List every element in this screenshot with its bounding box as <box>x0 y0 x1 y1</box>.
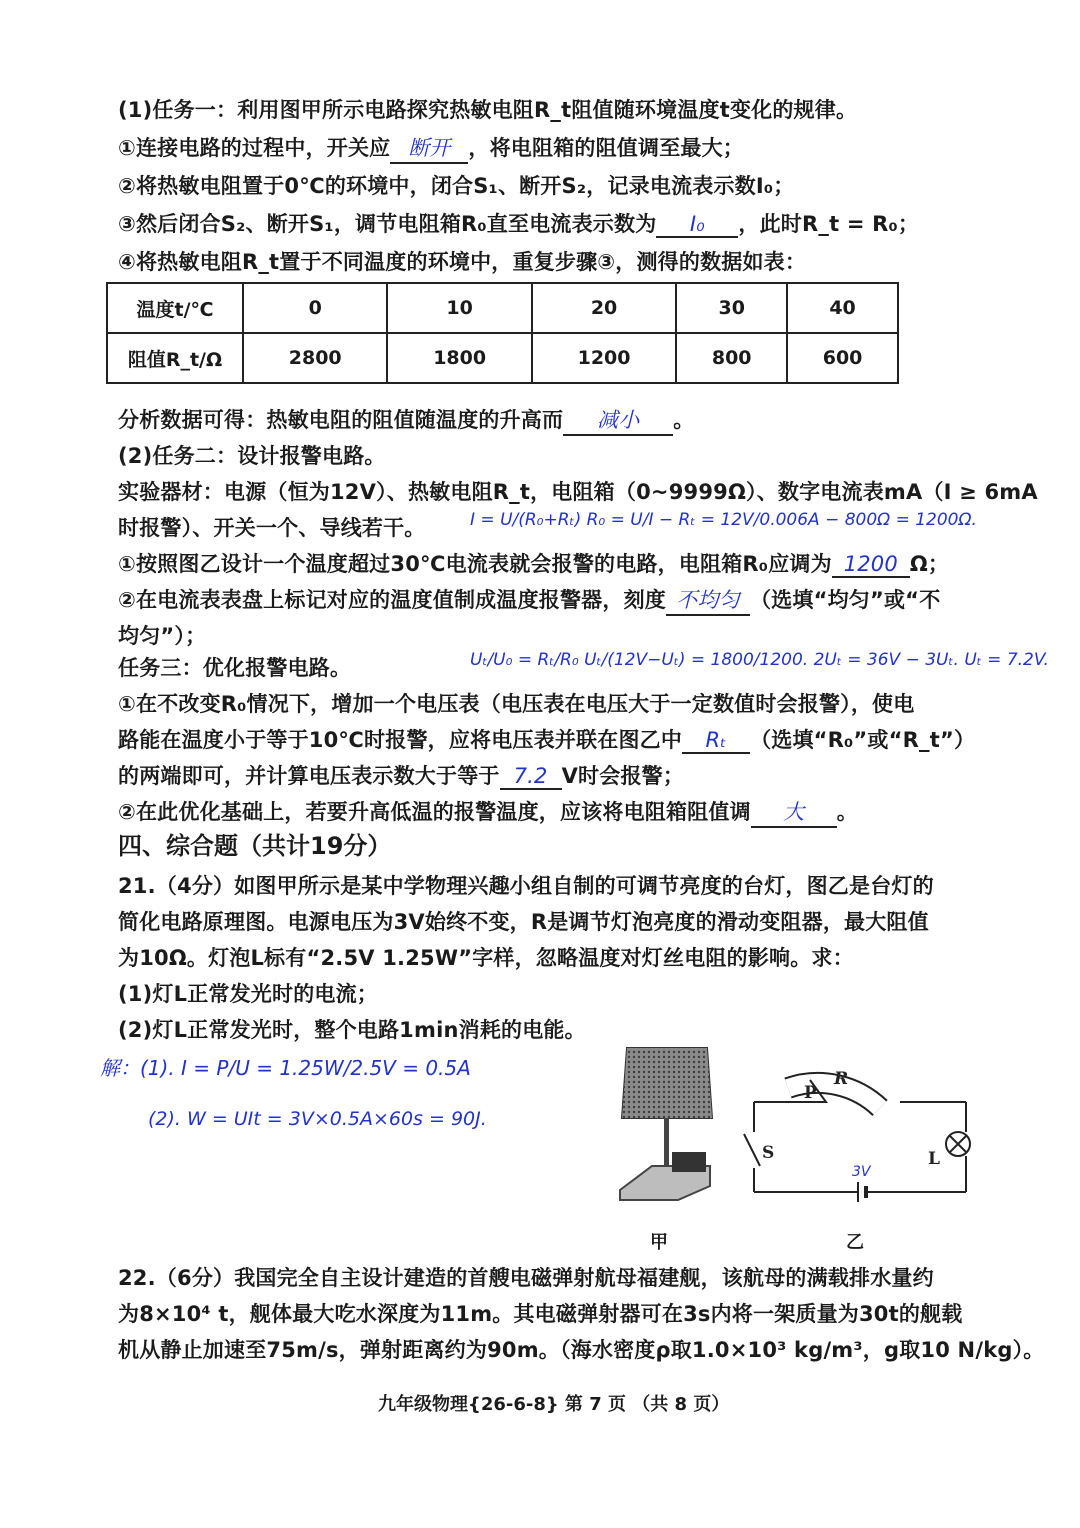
q21-line3: 为10Ω。灯泡L标有“2.5V 1.25W”字样，忽略温度对灯丝电阻的影响。求： <box>118 946 854 970</box>
q22-line1: 22.（6分）我国完全自主设计建造的首艘电磁弹射航母福建舰，该航母的满载排水量约 <box>118 1266 934 1290</box>
table-cell: 40 <box>787 283 898 333</box>
q21-part1: (1)灯L正常发光时的电流； <box>118 982 378 1006</box>
desk-lamp-figure <box>612 1040 722 1210</box>
task3-step1-tail: （选填“R₀”或“R_t”） <box>750 728 976 752</box>
temperature-resistance-table <box>106 282 899 384</box>
circuit-diagram <box>730 1040 980 1210</box>
label-l: L <box>928 1149 940 1169</box>
section-heading: 四、综合题（共计19分） <box>118 832 392 860</box>
figure-caption-left: 甲 <box>650 1232 668 1253</box>
label-r: R <box>834 1069 849 1089</box>
table-row <box>107 283 898 333</box>
task1-step3-answer: I₀ <box>656 212 738 238</box>
task2-step1-tail: Ω； <box>909 552 950 576</box>
lamp-stem <box>664 1118 669 1166</box>
task3-step2 <box>118 796 858 828</box>
task1-step1-tail: ，将电阻箱的阻值调至最大； <box>468 136 744 160</box>
task1-title: (1)任务一：利用图甲所示电路探究热敏电阻R_t阻值随环境温度t变化的规律。 <box>118 98 858 122</box>
q21-answer-1: 解：(1). I = P/U = 1.25W/2.5V = 0.5A <box>100 1056 471 1080</box>
switch-s <box>744 1134 760 1166</box>
task2-step1-answer: 1200 <box>832 552 910 578</box>
table-cell: 20 <box>532 283 676 333</box>
task2-materials-2: 时报警）、开关一个、导线若干。 <box>118 516 426 540</box>
task2-materials-1: 实验器材：电源（恒为12V）、热敏电阻R_t，电阻箱（0~9999Ω）、数字电流表mA（I ≥ 6mA <box>118 480 1038 504</box>
table-cell: 800 <box>676 333 787 383</box>
label-p: P <box>804 1083 817 1103</box>
task1-step3 <box>118 208 919 238</box>
task1-step3-tail: ，此时R_t = R₀； <box>738 212 920 236</box>
task3-title: 任务三：优化报警电路。 <box>118 656 352 680</box>
q22-line3: 机从静止加速至75m/s，弹射距离约为90m。（海水密度ρ取1.0×10³ kg/m³，g取10 N/kg）。 <box>118 1338 1045 1362</box>
task2-step2-answer: 不均匀 <box>666 584 750 616</box>
lamp-battery-box <box>672 1152 706 1172</box>
table-cell: 30 <box>676 283 787 333</box>
task2-title: (2)任务二：设计报警电路。 <box>118 444 386 468</box>
q21-line2: 简化电路原理图。电源电压为3V始终不变，R是调节灯泡亮度的滑动变阻器，最大阻值 <box>118 910 929 934</box>
task1-analysis <box>118 404 694 436</box>
task1-analysis-tail: 。 <box>673 408 695 432</box>
lamp-shade-texture <box>622 1048 712 1118</box>
task3-step1-answer: Rₜ <box>682 728 750 754</box>
task1-step3-text: ③然后闭合S₂、断开S₁，调节电阻箱R₀直至电流表示数为 <box>118 212 657 236</box>
task3-step1-tail-2: V时会报警； <box>561 764 685 788</box>
task1-step2: ②将热敏电阻置于0℃的环境中，闭合S₁、断开S₂，记录电流表示数I₀； <box>118 174 795 198</box>
task3-step1-text-2: 的两端即可，并计算电压表示数大于等于 <box>118 764 500 788</box>
task2-step2-continued: 均匀”）； <box>118 624 207 648</box>
task1-step1 <box>118 132 744 164</box>
task2-step1 <box>118 548 949 578</box>
task3-step2-tail: 。 <box>836 800 858 824</box>
task2-step2-text: ②在电流表表盘上标记对应的温度值制成温度报警器，刻度 <box>118 588 666 612</box>
task1-step1-text: ①连接电路的过程中，开关应 <box>118 136 391 160</box>
task2-step2 <box>118 584 940 616</box>
task3-step2-answer: 大 <box>751 796 837 828</box>
task3-step1-line3 <box>118 760 684 790</box>
table-cell: 0 <box>243 283 387 333</box>
task2-step2-tail: （选填“均匀”或“不 <box>749 588 941 612</box>
task3-step1-line2 <box>118 724 975 754</box>
q22-line2: 为8×10⁴ t，舰体最大吃水深度为11m。其电磁弹射器可在3s内将一架质量为30t的舰载 <box>118 1302 963 1326</box>
table-header-resistance: 阻值R_t/Ω <box>107 333 243 383</box>
table-row <box>107 333 898 383</box>
task1-analysis-text: 分析数据可得：热敏电阻的阻值随温度的升高而 <box>118 408 564 432</box>
task1-step1-answer: 断开 <box>390 132 468 164</box>
task2-step1-text: ①按照图乙设计一个温度超过30℃电流表就会报警的电路，电阻箱R₀应调为 <box>118 552 832 576</box>
task2-handwritten-note: I = U/(R₀+Rₜ) R₀ = U/I − Rₜ = 12V/0.006A − 800Ω = 1200Ω. <box>470 510 977 530</box>
q21-line1: 21.（4分）如图甲所示是某中学物理兴趣小组自制的可调节亮度的台灯，图乙是台灯的 <box>118 874 934 898</box>
q21-part2: (2)灯L正常发光时，整个电路1min消耗的电能。 <box>118 1018 586 1042</box>
task3-handwritten-note: Uₜ/U₀ = Rₜ/R₀ Uₜ/(12V−Uₜ) = 1800/1200. 2Uₜ = 36V − 3Uₜ. Uₜ = 7.2V. <box>470 650 1049 670</box>
table-header-temperature: 温度t/℃ <box>107 283 243 333</box>
table-cell: 10 <box>387 283 531 333</box>
task3-step2-text: ②在此优化基础上，若要升高低温的报警温度，应该将电阻箱阻值调 <box>118 800 751 824</box>
page-footer: 九年级物理{26-6-8} 第 7 页 （共 8 页） <box>378 1394 730 1415</box>
task3-step1-line1: ①在不改变R₀情况下，增加一个电压表（电压表在电压大于一定数值时会报警），使电 <box>118 692 915 716</box>
label-s: S <box>762 1143 775 1163</box>
task3-step1-text: 路能在温度小于等于10℃时报警，应将电压表并联在图乙中 <box>118 728 683 752</box>
task1-step4: ④将热敏电阻R_t置于不同温度的环境中，重复步骤③，测得的数据如表： <box>118 250 807 274</box>
table-cell: 600 <box>787 333 898 383</box>
task3-step1-answer-2: 7.2 <box>500 764 562 790</box>
task1-analysis-answer: 减小 <box>563 404 673 436</box>
label-battery-voltage: 3V <box>852 1164 871 1180</box>
figure-caption-right: 乙 <box>846 1232 864 1253</box>
table-cell: 2800 <box>243 333 387 383</box>
table-cell: 1200 <box>532 333 676 383</box>
table-cell: 1800 <box>387 333 531 383</box>
q21-answer-2: (2). W = UIt = 3V×0.5A×60s = 90J. <box>148 1108 487 1130</box>
